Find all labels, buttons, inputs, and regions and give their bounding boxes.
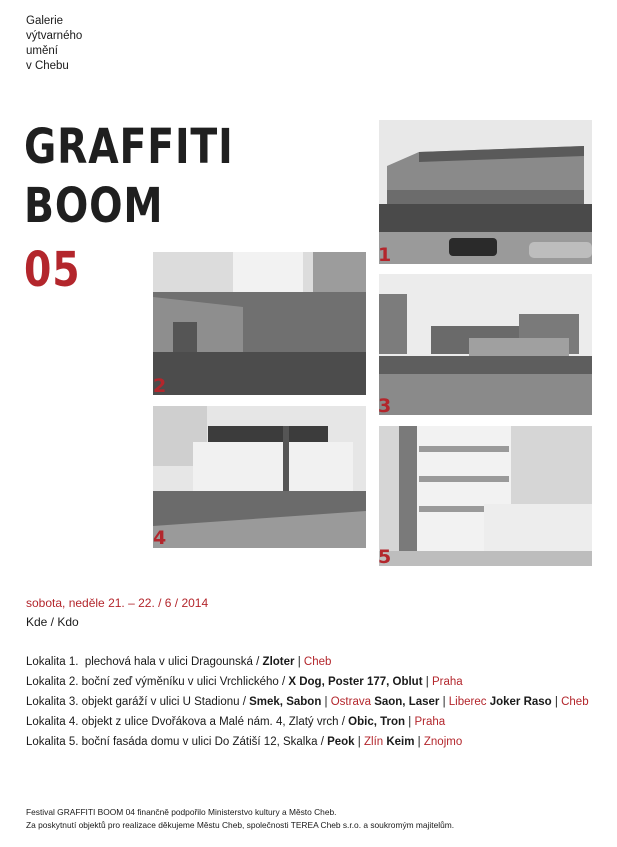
location-desc: boční zeď výměníku v ulici Vrchlického / [81, 676, 289, 688]
location-city: Praha [431, 676, 463, 688]
location-label: Lokalita 5. [26, 736, 79, 748]
separator: | [354, 736, 364, 748]
building-photo-icon [153, 406, 366, 548]
photo-number: 5 [378, 546, 392, 568]
location-artists: Keim [383, 736, 415, 748]
location-artists: X Dog, Poster 177, Oblut [288, 676, 423, 688]
location-item [26, 732, 589, 752]
location-label: Lokalita 3. [26, 696, 79, 708]
photo-number: 3 [378, 395, 392, 417]
photo-number: 4 [153, 527, 167, 549]
gallery-line: Galerie [26, 15, 64, 27]
location-city: Ostrava [330, 696, 371, 708]
location-label: Lokalita 2. [26, 676, 79, 688]
location-city: Znojmo [423, 736, 463, 748]
separator: | [414, 736, 424, 748]
location-artists: Peok [327, 736, 355, 748]
location-city: Zlín [363, 736, 384, 748]
location-artists: Smek, Sabon [249, 696, 322, 708]
footer-line: Za poskytnutí objektů pro realizace děkujeme Městu Cheb, společnosti TEREA Cheb s.r.o. a soukromým majitelům. [26, 820, 455, 830]
location-desc: objekt z ulice Dvořákova a Malé nám. 4, Zlatý vrch / [81, 716, 349, 728]
location-artists: Zloter [262, 656, 295, 668]
location-item [26, 672, 589, 692]
title-graffiti: GRAFFITI [24, 119, 234, 175]
location-desc: objekt garáží v ulici U Stadionu / [81, 696, 250, 708]
location-item [26, 652, 589, 672]
separator: | [321, 696, 331, 708]
location-item [26, 692, 589, 712]
location-artists: Obic, Tron [348, 716, 406, 728]
locations-list [26, 652, 589, 752]
hall-photo-icon [379, 120, 592, 264]
gallery-line: výtvarného [26, 30, 83, 42]
gallery-name [26, 14, 82, 74]
location-label: Lokalita 1. [26, 656, 79, 668]
wall-photo-icon [153, 252, 366, 395]
title-number: 05 [24, 242, 81, 298]
gallery-line: umění [26, 45, 58, 57]
footer-credits [26, 806, 454, 832]
where-who: Kde / Kdo [26, 615, 79, 629]
location-artists: Saon, Laser [371, 696, 440, 708]
photo-number: 1 [378, 244, 392, 266]
location-city: Cheb [561, 696, 589, 708]
location-item [26, 712, 589, 732]
location-desc: boční fasáda domu v ulici Do Zátiší 12, Skalka / [81, 736, 328, 748]
separator: | [551, 696, 562, 708]
location-label: Lokalita 4. [26, 716, 79, 728]
footer-line: Festival GRAFFITI BOOM 04 finančně podpořilo Ministerstvo kultury a Město Cheb. [26, 807, 337, 817]
separator: | [422, 676, 432, 688]
location-artists: Joker Raso [486, 696, 552, 708]
location-city: Liberec [448, 696, 487, 708]
location-desc: plechová hala v ulici Dragounská / [84, 656, 263, 668]
facade-photo-icon [379, 426, 592, 566]
event-date: sobota, neděle 21. – 22. / 6 / 2014 [26, 596, 209, 610]
separator: | [294, 656, 304, 668]
gallery-line: v Chebu [26, 60, 69, 72]
location-city: Praha [414, 716, 446, 728]
location-city: Cheb [303, 656, 332, 668]
title-boom: BOOM [24, 178, 164, 234]
separator: | [439, 696, 449, 708]
photo-number: 2 [153, 375, 167, 397]
garages-photo-icon [379, 274, 592, 415]
separator: | [405, 716, 415, 728]
